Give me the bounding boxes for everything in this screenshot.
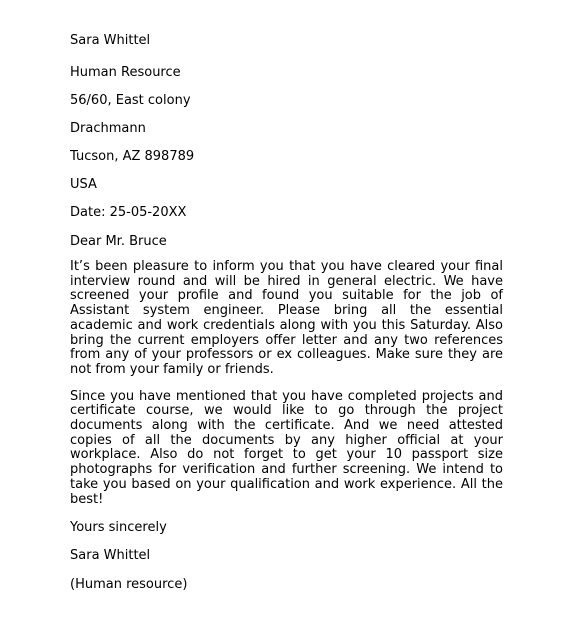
signature-name: Sara Whittel — [70, 548, 151, 564]
sender-name: Sara Whittel — [70, 33, 151, 48]
body-paragraph: Since you have mentioned that you have completed projects and certificate course, we would like to go through the project documents along with the certificate. And we need attested copies of all the documents by any higher official at your workplace. Also do not forget to get your 10 passport size photographs for verification and further screening. We intend to take you based on your qualification and work experience. All the best! — [70, 388, 503, 507]
recipient-line: Human Resource — [70, 65, 181, 80]
closing: Yours sincerely — [70, 520, 167, 536]
body-paragraph: It’s been pleasure to inform you that you have cleared your final interview round and will be hired in general electric. We have screened your profile and found you suitable for the job of Assistant system engineer. Please bring all the essential academic and work credentials along with you this Saturday. Also bring the current employers offer letter and any two references from any of your professors or ex colleagues. Make sure they are not from your family or friends. — [70, 259, 503, 377]
signature-title: (Human resource) — [70, 577, 188, 593]
letter-date: Date: 25-05-20XX — [70, 205, 187, 220]
recipient-line: USA — [70, 177, 97, 192]
recipient-line: Drachmann — [70, 121, 146, 136]
recipient-line: 56/60, East colony — [70, 93, 191, 108]
recipient-address — [70, 65, 503, 192]
recipient-line: Tucson, AZ 898789 — [70, 149, 195, 164]
letter — [70, 33, 503, 592]
salutation: Dear Mr. Bruce — [70, 234, 167, 249]
